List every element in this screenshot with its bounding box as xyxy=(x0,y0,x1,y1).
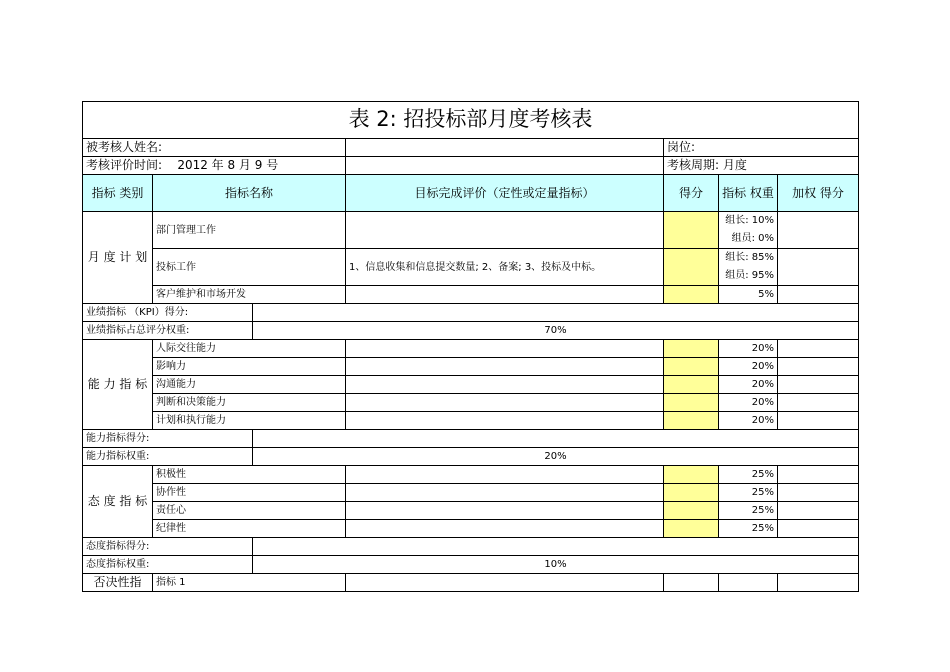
weight-cell: 5% xyxy=(719,286,778,304)
evaluation-time-label: 考核评价时间: xyxy=(86,157,163,172)
weighted-score-cell[interactable] xyxy=(778,502,859,520)
header-weighted-score: 加权 得分 xyxy=(778,175,859,212)
table-row xyxy=(83,376,859,394)
period-label: 考核周期: xyxy=(667,157,720,172)
weight-cell: 20% xyxy=(719,358,778,376)
weighted-score-cell[interactable] xyxy=(778,286,859,304)
indicator-name: 客户维护和市场开发 xyxy=(153,286,346,304)
veto-category: 否决性指 xyxy=(83,574,153,592)
weight-cell xyxy=(719,212,778,249)
evaluation-time-value: 2012 年 8 月 9 号 xyxy=(177,157,279,172)
evaluation-time-extra[interactable] xyxy=(346,157,664,175)
weight-cell: 20% xyxy=(719,376,778,394)
evaluation-cell[interactable] xyxy=(346,358,664,376)
table-row xyxy=(83,466,859,484)
header-evaluation: 目标完成评价（定性或定量指标） xyxy=(346,175,664,212)
assessment-table xyxy=(82,101,859,592)
indicator-name: 投标工作 xyxy=(153,249,346,286)
table-row xyxy=(83,502,859,520)
employee-name-label: 被考核人姓名: xyxy=(83,139,346,157)
attitude-weight-value: 10% xyxy=(253,556,859,574)
score-cell[interactable] xyxy=(664,340,719,358)
table-row xyxy=(83,394,859,412)
weight-cell: 20% xyxy=(719,412,778,430)
kpi-weight-value: 70% xyxy=(253,322,859,340)
score-cell[interactable] xyxy=(664,394,719,412)
evaluation-cell[interactable] xyxy=(346,502,664,520)
indicator-name: 人际交往能力 xyxy=(153,340,346,358)
assessment-period xyxy=(664,157,859,175)
weighted-score-cell[interactable] xyxy=(778,574,859,592)
table-row xyxy=(83,249,859,286)
weight-leader: 组长: 10% xyxy=(725,215,774,226)
kpi-weight-label: 业绩指标占总评分权重: xyxy=(83,322,253,340)
evaluation-cell[interactable] xyxy=(346,394,664,412)
indicator-name: 积极性 xyxy=(153,466,346,484)
evaluation-cell[interactable] xyxy=(346,484,664,502)
attitude-weight-label: 态度指标权重: xyxy=(83,556,253,574)
weighted-score-cell[interactable] xyxy=(778,520,859,538)
table-row xyxy=(83,286,859,304)
evaluation-cell[interactable] xyxy=(346,376,664,394)
score-cell[interactable] xyxy=(664,212,719,249)
score-cell[interactable] xyxy=(664,358,719,376)
weight-cell: 25% xyxy=(719,466,778,484)
indicator-name: 沟通能力 xyxy=(153,376,346,394)
indicator-name: 部门管理工作 xyxy=(153,212,346,249)
indicator-name: 纪律性 xyxy=(153,520,346,538)
indicator-name: 影响力 xyxy=(153,358,346,376)
score-cell[interactable] xyxy=(664,376,719,394)
weight-leader: 组长: 85% xyxy=(725,252,774,263)
header-name: 指标名称 xyxy=(153,175,346,212)
indicator-name: 计划和执行能力 xyxy=(153,412,346,430)
score-cell[interactable] xyxy=(664,502,719,520)
ability-weight-label: 能力指标权重: xyxy=(83,448,253,466)
ability-score-value[interactable] xyxy=(253,430,859,448)
weighted-score-cell[interactable] xyxy=(778,394,859,412)
weighted-score-cell[interactable] xyxy=(778,358,859,376)
weighted-score-cell[interactable] xyxy=(778,212,859,249)
post-label: 岗位: xyxy=(664,139,859,157)
weight-cell xyxy=(719,249,778,286)
monthly-category: 月 度 计 划 xyxy=(83,212,153,304)
weighted-score-cell[interactable] xyxy=(778,249,859,286)
header-score: 得分 xyxy=(664,175,719,212)
ability-weight-value: 20% xyxy=(253,448,859,466)
attitude-category: 态 度 指 标 xyxy=(83,466,153,538)
table-row xyxy=(83,484,859,502)
score-cell[interactable] xyxy=(664,466,719,484)
score-cell[interactable] xyxy=(664,520,719,538)
weight-cell: 20% xyxy=(719,394,778,412)
evaluation-cell[interactable] xyxy=(346,466,664,484)
evaluation-time xyxy=(83,157,346,175)
weighted-score-cell[interactable] xyxy=(778,412,859,430)
attitude-score-value[interactable] xyxy=(253,538,859,556)
score-cell[interactable] xyxy=(664,286,719,304)
table-row xyxy=(83,212,859,249)
evaluation-cell[interactable] xyxy=(346,412,664,430)
weight-cell: 20% xyxy=(719,340,778,358)
score-cell[interactable] xyxy=(664,412,719,430)
weight-member: 组员: 95% xyxy=(725,270,774,281)
evaluation-cell[interactable] xyxy=(346,340,664,358)
table-row xyxy=(83,412,859,430)
weight-member: 组员: 0% xyxy=(731,233,774,244)
indicator-name: 判断和决策能力 xyxy=(153,394,346,412)
attitude-score-label: 态度指标得分: xyxy=(83,538,253,556)
evaluation-cell[interactable] xyxy=(346,574,664,592)
employee-name-value[interactable] xyxy=(346,139,664,157)
score-cell[interactable] xyxy=(664,574,719,592)
table-row xyxy=(83,358,859,376)
indicator-name: 协作性 xyxy=(153,484,346,502)
weight-cell: 25% xyxy=(719,502,778,520)
weight-cell: 25% xyxy=(719,520,778,538)
table-row xyxy=(83,574,859,592)
ability-category: 能 力 指 标 xyxy=(83,340,153,430)
kpi-score-label: 业绩指标 （KPI）得分: xyxy=(83,304,253,322)
score-cell[interactable] xyxy=(664,249,719,286)
evaluation-cell[interactable] xyxy=(346,286,664,304)
header-weight: 指标 权重 xyxy=(719,175,778,212)
evaluation-cell[interactable] xyxy=(346,212,664,249)
indicator-name: 责任心 xyxy=(153,502,346,520)
weighted-score-cell[interactable] xyxy=(778,340,859,358)
period-value: 月度 xyxy=(722,157,747,172)
evaluation-cell[interactable]: 1、信息收集和信息提交数量; 2、备案; 3、投标及中标。 xyxy=(346,249,664,286)
header-category: 指标 类别 xyxy=(83,175,153,212)
weighted-score-cell[interactable] xyxy=(778,376,859,394)
kpi-score-value[interactable] xyxy=(253,304,859,322)
evaluation-cell[interactable] xyxy=(346,520,664,538)
ability-score-label: 能力指标得分: xyxy=(83,430,253,448)
score-cell[interactable] xyxy=(664,484,719,502)
indicator-name: 指标 1 xyxy=(153,574,346,592)
table-title: 表 2: 招投标部月度考核表 xyxy=(83,102,859,139)
weight-cell[interactable] xyxy=(719,574,778,592)
weighted-score-cell[interactable] xyxy=(778,466,859,484)
table-row xyxy=(83,340,859,358)
table-row xyxy=(83,520,859,538)
weighted-score-cell[interactable] xyxy=(778,484,859,502)
weight-cell: 25% xyxy=(719,484,778,502)
